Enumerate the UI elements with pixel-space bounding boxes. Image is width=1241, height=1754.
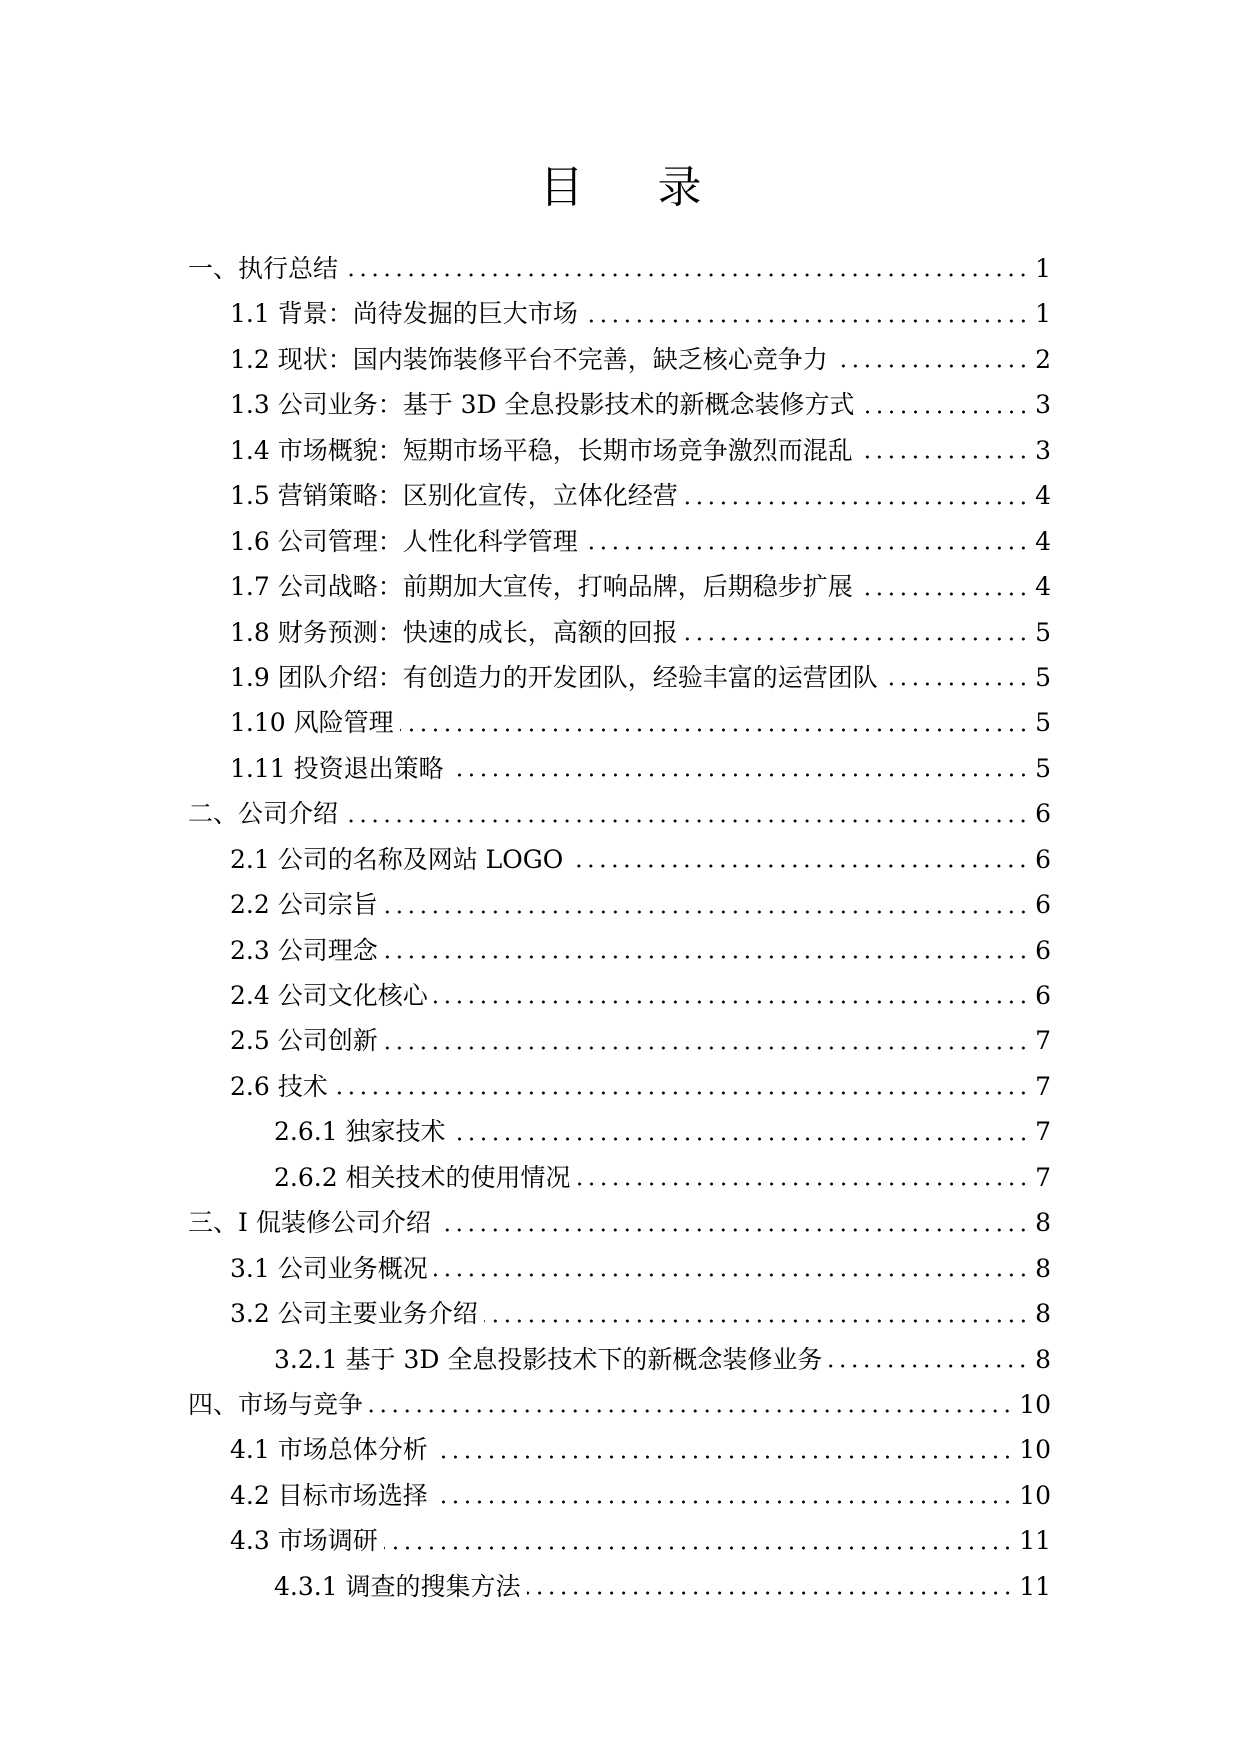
toc-entry-text: 1.10 风险管理	[230, 708, 394, 738]
toc-entry[interactable]	[0, 746, 1241, 791]
dot-leader	[450, 746, 1029, 791]
dot-leader	[584, 291, 1029, 336]
toc-entry[interactable]	[0, 1291, 1241, 1336]
toc-entry-text: 一、执行总结	[188, 254, 339, 283]
toc-page-number: 7	[1035, 1026, 1051, 1056]
dot-leader	[569, 837, 1029, 882]
dot-leader	[861, 382, 1030, 427]
toc-entry-text: 2.6.1 独家技术	[274, 1117, 446, 1147]
toc-entry[interactable]	[0, 610, 1241, 655]
toc-page-number: 6	[1035, 799, 1051, 829]
toc-entry-text: 3.2.1 基于 3D 全息投影技术下的新概念装修业务	[274, 1344, 823, 1374]
toc-list	[0, 246, 1241, 1609]
toc-entry[interactable]	[0, 837, 1241, 882]
toc-page-number: 7	[1035, 1162, 1051, 1192]
toc-page-number: 5	[1035, 708, 1051, 738]
toc-entry-text: 三、I 侃装修公司介绍	[188, 1208, 431, 1238]
toc-entry[interactable]	[0, 382, 1241, 427]
toc-entry-text: 3.2 公司主要业务介绍	[230, 1299, 478, 1329]
toc-entry-text: 2.2 公司宗旨	[230, 890, 378, 920]
toc-entry[interactable]	[0, 791, 1241, 836]
dot-leader	[384, 1018, 1029, 1063]
dot-leader	[859, 564, 1029, 609]
dot-leader	[884, 655, 1029, 700]
toc-page-number: 10	[1019, 1435, 1051, 1465]
toc-entry[interactable]	[0, 1109, 1241, 1154]
toc-entry-text: 2.5 公司创新	[230, 1026, 378, 1056]
toc-entry[interactable]	[0, 473, 1241, 518]
toc-entry[interactable]	[0, 928, 1241, 973]
toc-page-number: 6	[1035, 890, 1051, 920]
dot-leader	[859, 428, 1029, 473]
dot-leader	[584, 519, 1029, 564]
toc-entry[interactable]	[0, 1473, 1241, 1518]
dot-leader	[434, 1473, 1013, 1518]
toc-entry[interactable]	[0, 1155, 1241, 1200]
toc-entry-text: 1.5 营销策略：区别化宣传，立体化经营	[230, 481, 678, 511]
toc-entry-text: 四、市场与竞争	[188, 1389, 364, 1419]
toc-entry[interactable]	[0, 1018, 1241, 1063]
dot-leader	[400, 700, 1029, 745]
dot-leader	[452, 1109, 1030, 1154]
dot-leader	[527, 1564, 1014, 1609]
toc-entry-text: 4.3.1 调查的搜集方法	[274, 1571, 521, 1601]
toc-page-number: 6	[1035, 844, 1051, 874]
toc-entry[interactable]	[0, 1064, 1241, 1109]
toc-entry-text: 1.3 公司业务：基于 3D 全息投影技术的新概念装修方式	[230, 390, 855, 420]
toc-page-number: 8	[1035, 1208, 1051, 1238]
toc-entry[interactable]	[0, 1382, 1241, 1427]
toc-entry[interactable]	[0, 1564, 1241, 1609]
dot-leader	[334, 1064, 1029, 1109]
toc-entry[interactable]	[0, 1427, 1241, 1472]
toc-entry[interactable]	[0, 428, 1241, 473]
toc-title: 目 录	[539, 162, 732, 213]
toc-page-number: 6	[1035, 935, 1051, 965]
dot-leader	[344, 791, 1029, 836]
dot-leader	[384, 882, 1029, 927]
toc-entry-text: 1.2 现状：国内装饰装修平台不完善，缺乏核心竞争力	[230, 344, 828, 374]
toc-page-number: 10	[1019, 1480, 1051, 1510]
toc-entry-text: 2.1 公司的名称及网站 LOGO	[230, 844, 564, 874]
dot-leader	[369, 1382, 1013, 1427]
toc-entry[interactable]	[0, 519, 1241, 564]
toc-entry-text: 2.6.2 相关技术的使用情况	[274, 1162, 571, 1192]
toc-entry-text: 2.6 技术	[230, 1071, 328, 1101]
toc-entry[interactable]	[0, 655, 1241, 700]
toc-entry[interactable]	[0, 973, 1241, 1018]
toc-page-number: 1	[1035, 299, 1051, 329]
toc-page-number: 5	[1035, 753, 1051, 783]
dot-leader	[684, 610, 1029, 655]
dot-leader	[828, 1337, 1029, 1382]
toc-page-number: 4	[1035, 526, 1051, 556]
toc-page-number: 3	[1035, 435, 1051, 465]
dot-leader	[344, 246, 1029, 291]
toc-entry[interactable]	[0, 882, 1241, 927]
toc-entry[interactable]	[0, 1518, 1241, 1563]
toc-entry[interactable]	[0, 1246, 1241, 1291]
dot-leader	[684, 473, 1029, 518]
dot-leader	[834, 337, 1029, 382]
toc-entry-text: 1.9 团队介绍：有创造力的开发团队，经验丰富的运营团队	[230, 662, 878, 692]
toc-entry[interactable]	[0, 1200, 1241, 1245]
toc-entry[interactable]	[0, 291, 1241, 336]
toc-page-number: 4	[1035, 481, 1051, 511]
dot-leader	[434, 1427, 1013, 1472]
dot-leader	[384, 1518, 1013, 1563]
toc-page-number: 5	[1035, 662, 1051, 692]
toc-entry-text: 1.11 投资退出策略	[230, 753, 444, 783]
toc-entry-text: 二、公司介绍	[188, 799, 339, 829]
dot-leader	[577, 1155, 1030, 1200]
toc-page-number: 8	[1035, 1344, 1051, 1374]
toc-entry[interactable]	[0, 246, 1241, 291]
toc-entry-text: 1.8 财务预测：快速的成长，高额的回报	[230, 617, 678, 647]
toc-entry[interactable]	[0, 564, 1241, 609]
toc-entry-text: 4.2 目标市场选择	[230, 1480, 428, 1510]
toc-entry-text: 4.1 市场总体分析	[230, 1435, 428, 1465]
dot-leader	[384, 928, 1029, 973]
dot-leader	[434, 973, 1029, 1018]
toc-page-number: 5	[1035, 617, 1051, 647]
toc-page-number: 11	[1019, 1571, 1051, 1601]
toc-page-number: 7	[1035, 1071, 1051, 1101]
toc-page-number: 8	[1035, 1253, 1051, 1283]
toc-entry[interactable]	[0, 1337, 1241, 1382]
toc-entry-text: 1.1 背景：尚待发掘的巨大市场	[230, 299, 578, 329]
dot-leader	[434, 1246, 1029, 1291]
toc-entry[interactable]	[0, 337, 1241, 382]
toc-entry-text: 3.1 公司业务概况	[230, 1253, 428, 1283]
toc-page-number: 2	[1035, 344, 1051, 374]
toc-entry-text: 2.4 公司文化核心	[230, 981, 428, 1010]
toc-entry-text: 4.3 市场调研	[230, 1526, 378, 1556]
toc-entry-text: 1.4 市场概貌：短期市场平稳，长期市场竞争激烈而混乱	[230, 435, 853, 465]
dot-leader	[484, 1291, 1029, 1336]
toc-page-number: 8	[1035, 1299, 1051, 1329]
toc-entry[interactable]	[0, 700, 1241, 745]
toc-page-number: 4	[1035, 572, 1051, 602]
dot-leader	[437, 1200, 1029, 1245]
toc-page-number: 6	[1035, 981, 1051, 1010]
toc-entry-text: 2.3 公司理念	[230, 935, 378, 965]
toc-page-number: 11	[1019, 1526, 1051, 1556]
toc-page-number: 1	[1035, 254, 1051, 283]
toc-page-number: 7	[1035, 1117, 1051, 1147]
toc-entry-text: 1.6 公司管理：人性化科学管理	[230, 526, 578, 556]
toc-page-number: 3	[1035, 390, 1051, 420]
toc-entry-text: 1.7 公司战略：前期加大宣传，打响品牌，后期稳步扩展	[230, 572, 853, 602]
toc-page-number: 10	[1019, 1389, 1051, 1419]
